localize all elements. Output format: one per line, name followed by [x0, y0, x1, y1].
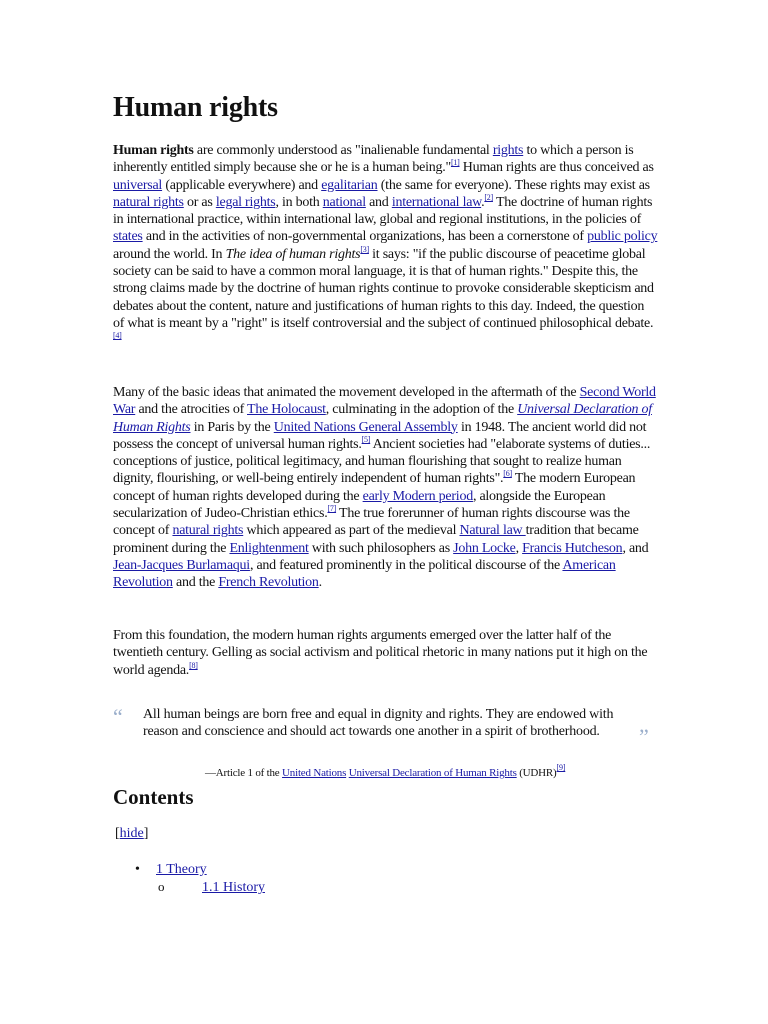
link-american-revolution[interactable]: American Revolution [113, 557, 616, 591]
text: Human rights are thus conceived as [459, 160, 654, 176]
citation-6[interactable]: [6] [503, 469, 512, 479]
link-universal[interactable]: universal [113, 177, 163, 193]
hide-toc-link[interactable]: hide [119, 826, 144, 841]
history-paragraph [113, 384, 658, 592]
close-quote-icon: ” [639, 724, 649, 749]
link-international-law[interactable]: international law [391, 194, 482, 210]
bracket-close: ] [143, 826, 149, 841]
text: Many of the basic ideas that animated the movement developed in the aftermath of the [113, 385, 580, 400]
link-enlightenment[interactable]: Enlightenment [229, 540, 309, 556]
link-national[interactable]: national [322, 194, 366, 210]
text: in 1948. The ancient world did not possess the concept of universal human rights. [113, 419, 647, 452]
bullet-icon: • [135, 862, 140, 877]
citation-1[interactable]: [1] [450, 158, 460, 168]
link-udhr-attribution[interactable]: Universal Declaration of Human Rights [348, 767, 517, 779]
contents-heading: Contents [113, 785, 194, 809]
link-the-holocaust[interactable]: The Holocaust [247, 402, 326, 418]
text: around the world. In [113, 246, 226, 262]
text: , in both [275, 194, 323, 210]
text: which appeared as part of the medieval [243, 523, 460, 539]
link-john-locke[interactable]: John Locke [453, 540, 516, 556]
text: The doctrine of human rights in international practice, within international law, global and regional institutions, in the policies of [113, 194, 653, 228]
text: The true forerunner of human rights discourse was the concept of [113, 506, 630, 539]
text: are commonly understood as "inalienable fundamental [193, 143, 493, 158]
link-natural-rights[interactable]: natural rights [113, 194, 184, 210]
link-early-modern-period[interactable]: early Modern period [362, 488, 473, 504]
text: tradition that became prominent during the [113, 523, 639, 556]
citation-4[interactable]: [4] [113, 331, 122, 341]
link-jean-jacques-burlamaqui[interactable]: Jean-Jacques Burlamaqui [113, 557, 250, 573]
text: to which a person is inherently entitled simply because she or he is a human being." [113, 143, 634, 176]
link-udhr[interactable]: Universal Declaration of Human Rights [113, 402, 652, 435]
text: and the atrocities of [135, 402, 248, 418]
modern-paragraph [113, 627, 658, 679]
link-french-revolution[interactable]: French Revolution [218, 575, 319, 591]
text: , [515, 540, 523, 556]
citation-7[interactable]: [7] [327, 504, 337, 514]
link-united-nations[interactable]: United Nations [282, 767, 347, 779]
bracket-open: [ [115, 826, 120, 841]
link-natural-rights[interactable]: natural rights [172, 523, 244, 539]
link-second-world-war[interactable]: Second World War [113, 385, 656, 418]
quote-attribution [205, 763, 566, 780]
circle-bullet-icon: o [158, 879, 165, 894]
toc-item-theory[interactable]: 1 Theory [156, 862, 207, 877]
attr-prefix: —Article 1 of the [205, 767, 283, 779]
text: Ancient societies had "elaborate systems of duties... conceptions of justice, political legitimacy, and human flourishing that sought to realize human dignity, flourishing, or well-being entirely independent of human rights". [113, 436, 651, 487]
text: The modern European concept of human rights developed during the [113, 471, 636, 504]
text: From this foundation, the modern human rights arguments emerged over the latter half of the twentieth century. Gelling as social activism and political rhetoric in many nations put it high on the world agenda. [113, 628, 648, 678]
text: with such philosophers as [308, 540, 454, 556]
citation-3[interactable]: [3] [360, 244, 369, 254]
text: , and featured prominently in the political discourse of the [249, 557, 563, 573]
text: and [365, 194, 392, 210]
text: (the same for everyone). These rights may exist as [377, 177, 650, 193]
attr-suffix: (UDHR) [516, 767, 557, 779]
link-states[interactable]: states [113, 229, 143, 245]
blockquote-text: All human beings are born free and equal in dignity and rights. They are endowed with reason and conscience and should act towards one another in a spirit of brotherhood. [143, 707, 614, 740]
link-francis-hutcheson[interactable]: Francis Hutcheson [522, 540, 623, 556]
page-title: Human rights [113, 92, 278, 123]
text: it says: "if the public discourse of peacetime global society can be said to have a common moral language, it is that of human rights." Despite this, the strong claims made by the doctrine of human rights continue to provoke considerable skepticism and debates about the content, nature and justifications of human rights to this day. Indeed, the question of what is meant by a "right" is itself controversial and the subject of continued philosophical debate. [113, 246, 654, 331]
link-rights[interactable]: rights [492, 143, 524, 158]
open-quote-icon: “ [113, 704, 123, 729]
toc-item-history[interactable]: 1.1 History [202, 880, 265, 895]
text: , and [622, 540, 649, 556]
citation-9[interactable]: [9] [556, 763, 566, 772]
bold-lead: Human rights [113, 143, 194, 158]
text: and the [172, 575, 219, 591]
text: . [318, 575, 322, 591]
citation-5[interactable]: [5] [361, 434, 371, 444]
citation-2[interactable]: [2] [484, 192, 493, 202]
text: and in the activities of non-governmental organizations, has been a cornerstone of [142, 229, 588, 245]
text: or as [183, 194, 216, 210]
text: , culminating in the adoption of the [325, 402, 518, 418]
link-un-general-assembly[interactable]: United Nations General Assembly [273, 419, 458, 435]
link-legal-rights[interactable]: legal rights [215, 194, 276, 210]
text: in Paris by the [190, 419, 274, 435]
intro-paragraph [113, 142, 658, 350]
book-title: The idea of human rights [225, 246, 361, 262]
link-natural-law[interactable]: Natural law [459, 523, 526, 539]
text: (applicable everywhere) and [162, 177, 322, 193]
text: . [481, 194, 485, 210]
text: , alongside the European secularization of Judeo-Christian ethics. [113, 488, 606, 522]
citation-8[interactable]: [8] [189, 660, 198, 670]
link-egalitarian[interactable]: egalitarian [321, 177, 378, 193]
toc-toggle [115, 825, 148, 842]
link-public-policy[interactable]: public policy [587, 229, 658, 245]
